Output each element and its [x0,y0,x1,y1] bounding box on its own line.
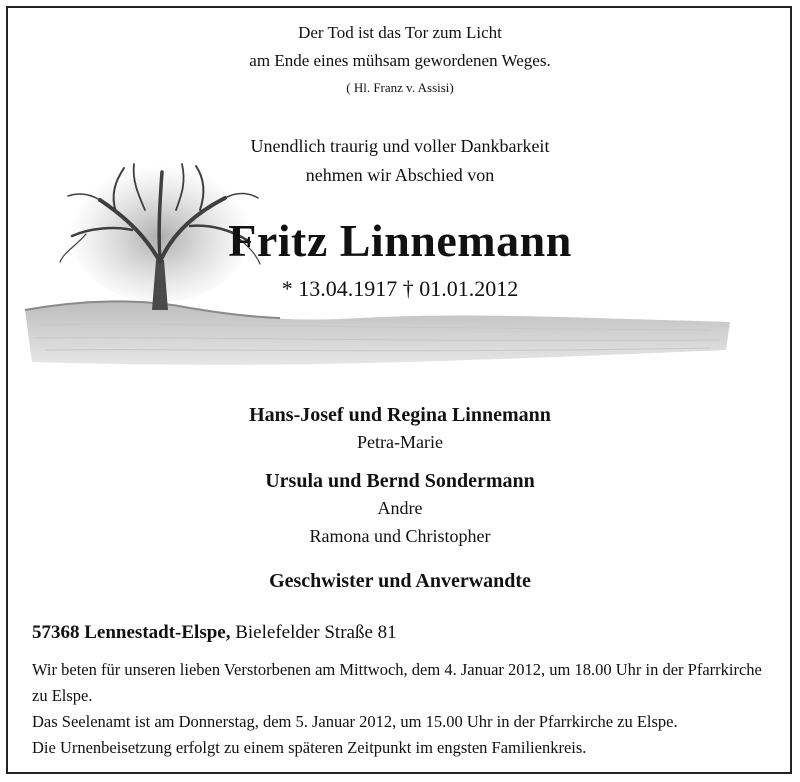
family-group-2-child-2: Ramona und Christopher [309,526,491,546]
intro-line-2: nehmen wir Abschied von [305,165,495,185]
life-dates: * 13.04.1917 † 01.01.2012 [281,276,519,301]
family-group-2: Ursula und Bernd Sondermann [265,470,535,492]
family-group-1: Hans-Josef und Regina Linnemann [249,404,551,426]
address-city: 57368 Lennestadt-Elspe, [32,622,231,643]
notice-prayer: Wir beten für unseren lieben Verstorbenen am Mittwoch, dem 4. Januar 2012, um 18.00 Uhr in der Pfarrkirche zu Elspe. [32,660,762,705]
relatives-line: Geschwister und Anverwandte [269,570,531,592]
quote-line-1: Der Tod ist das Tor zum Licht [298,23,502,42]
family-group-1-child: Petra-Marie [357,432,443,452]
notice-requiem: Das Seelenamt ist am Donnerstag, dem 5. Januar 2012, um 15.00 Uhr in der Pfarrkirche zu Elspe. [32,712,678,731]
address-line [32,622,397,644]
notice-burial: Die Urnenbeisetzung erfolgt zu einem späteren Zeitpunkt im engsten Familienkreis. [32,738,587,757]
intro-line-1: Unendlich traurig und voller Dankbarkeit [250,136,550,156]
quote-line-2: am Ende eines mühsam gewordenen Weges. [249,51,551,70]
quote-source: ( Hl. Franz v. Assisi) [346,80,454,95]
family-group-2-child-1: Andre [377,498,423,518]
deceased-name: Fritz Linnemann [228,215,572,266]
address-street: Bielefelder Straße 81 [230,622,397,643]
